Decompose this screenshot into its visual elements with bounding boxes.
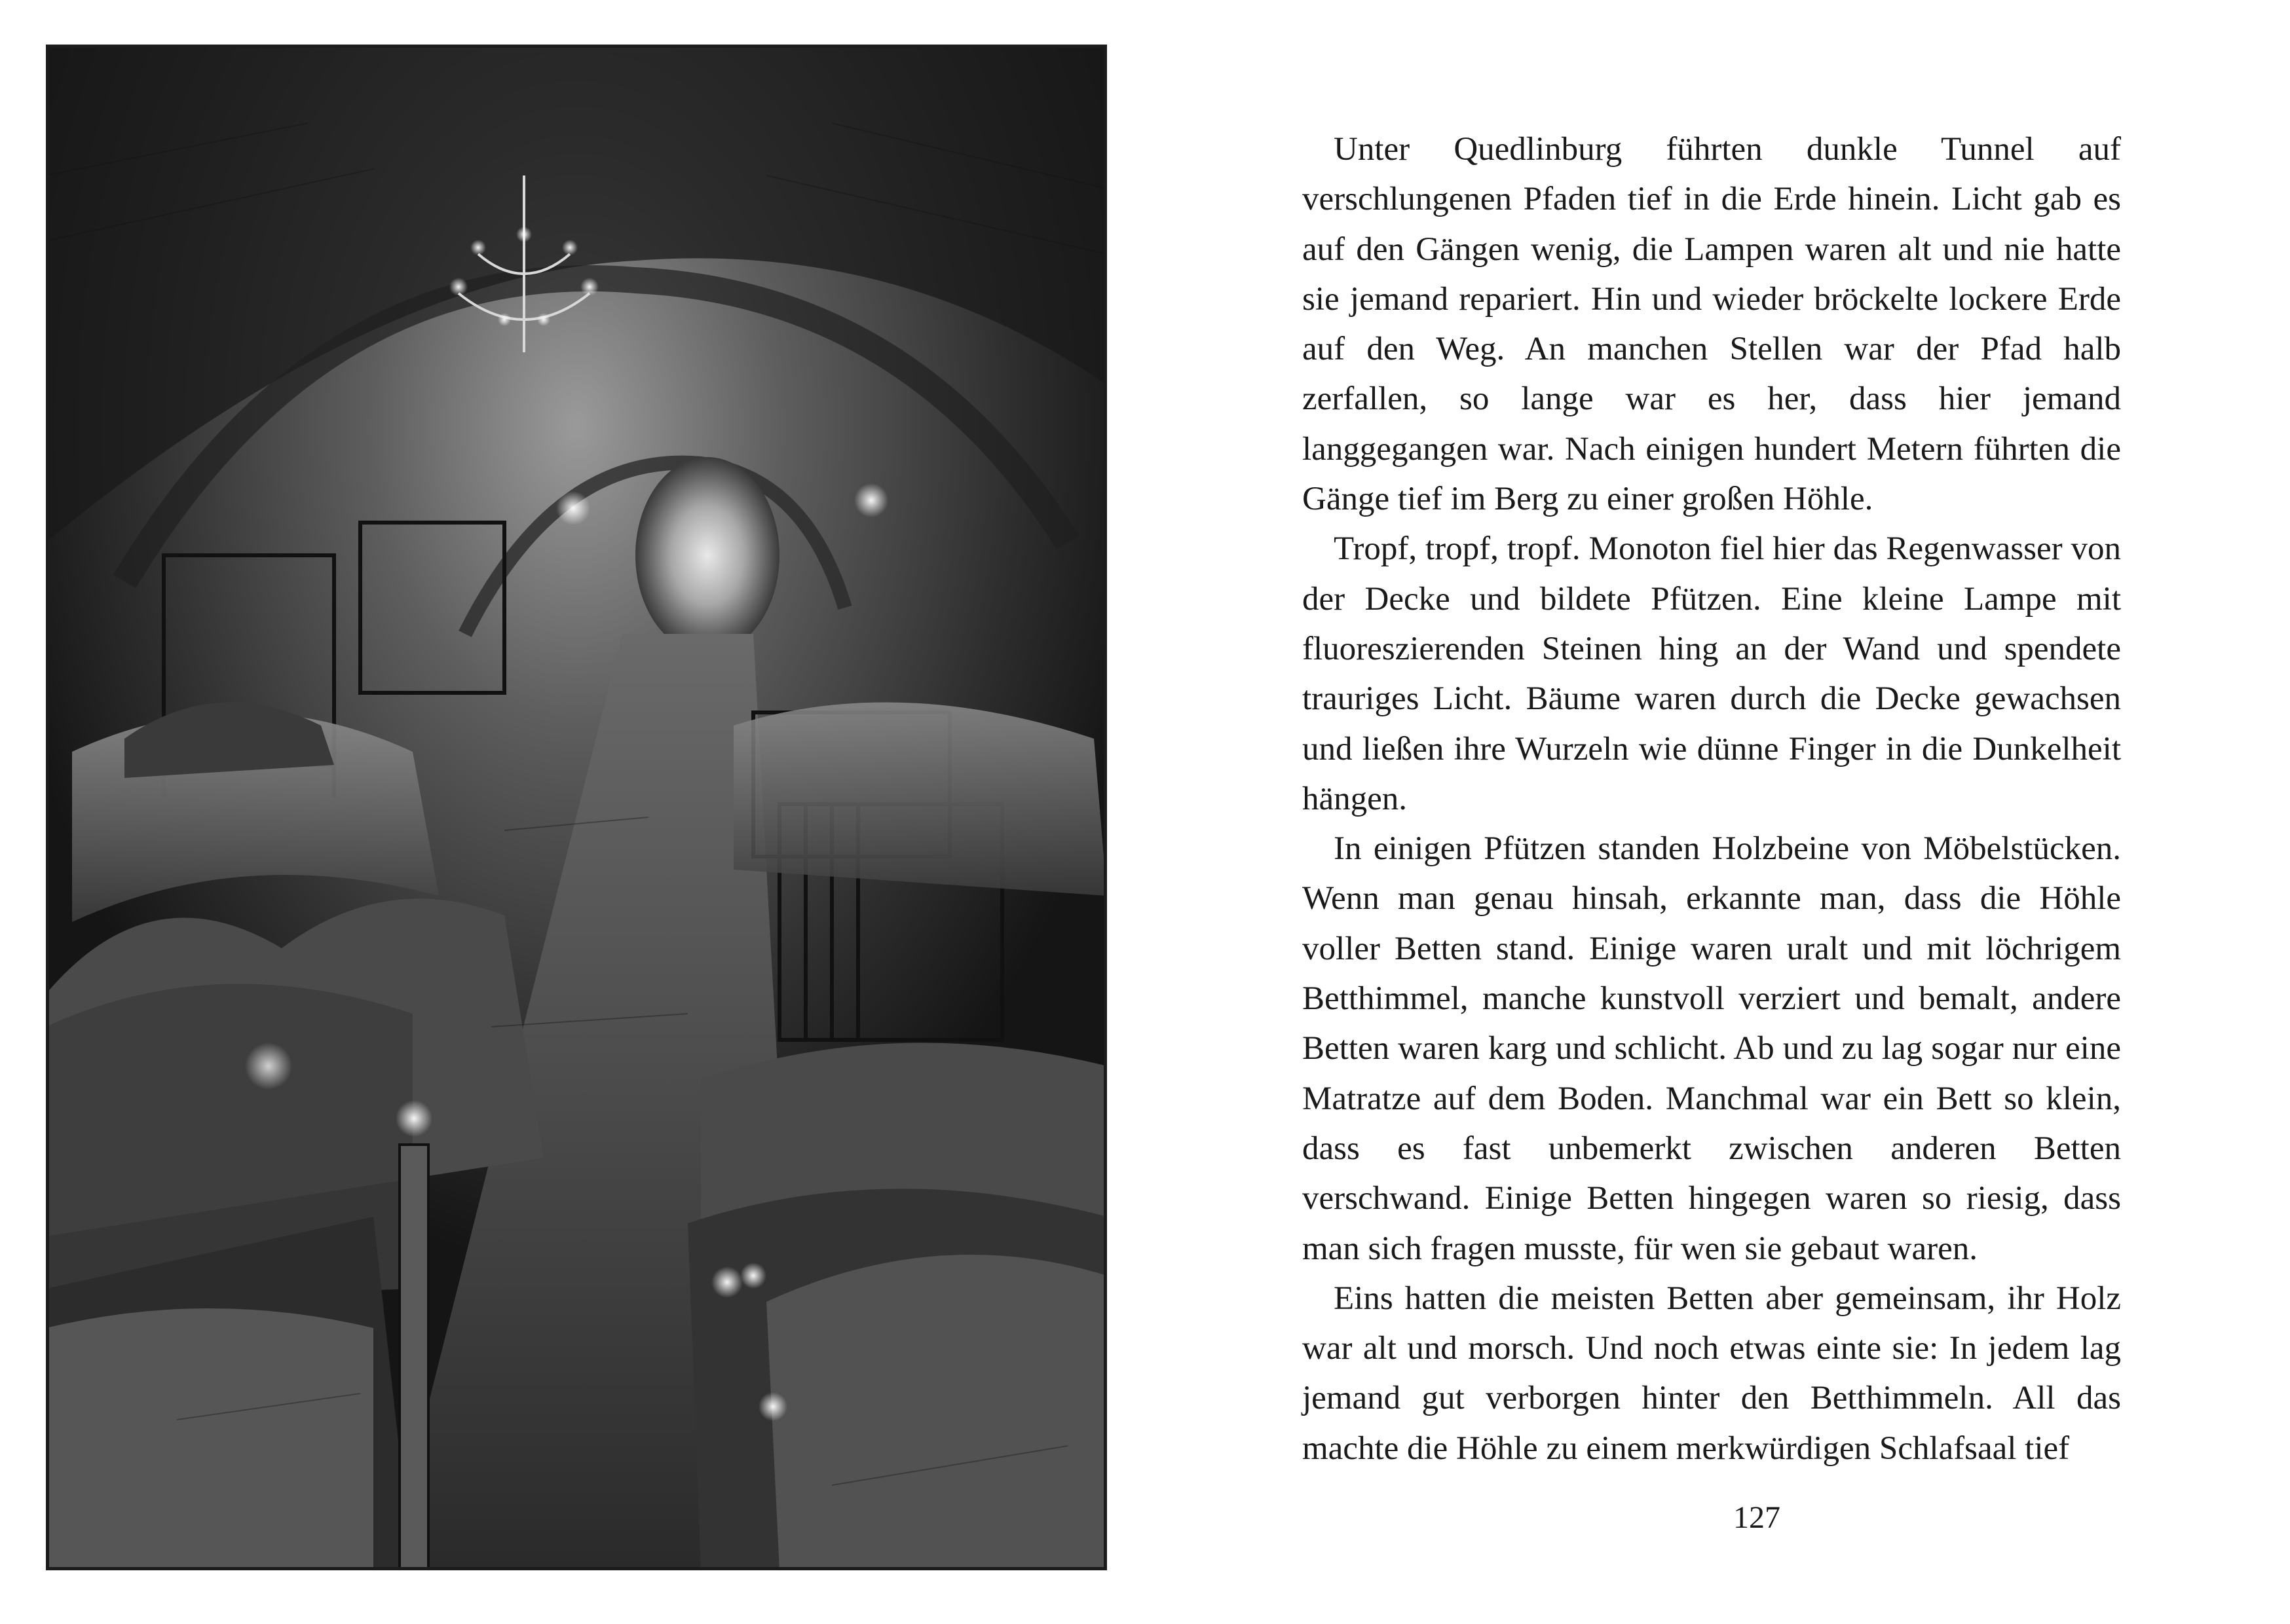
paragraph-2: Tropf, tropf, tropf. Monoton fiel hier das Regenwasser von der Decke und bildete Pfützen. Eine kleine Lampe mit fluoreszierenden Steinen hing an der Wand und spendete trauriges Licht. Bäume waren durch die Decke gewachsen und ließen ihre Wurzeln wie dünne Finger in die Dunkelheit hängen. xyxy=(1302,530,2121,817)
page-number: 127 xyxy=(1733,1500,1780,1535)
cave-dormitory-illustration xyxy=(46,45,1107,1570)
paragraph-3: In einigen Pfützen standen Holzbeine von Möbelstücken. Wenn man genau hinsah, erkannte man, dass die Höhle voller Betten stand. Einige waren uralt und mit löchrigem Betthimmel, manche kunstvoll verziert und bemalt, andere Betten waren karg und schlicht. Ab und zu lag sogar nur eine Matratze auf dem Boden. Manchmal war ein Bett so klein, dass es fast unbemerkt zwischen anderen Betten verschwand. Einige Betten hingegen waren so riesig, dass man sich fragen musste, für wen sie gebaut waren. xyxy=(1302,830,2121,1267)
paragraph-1: Unter Quedlinburg führten dunkle Tunnel auf verschlungenen Pfaden tief in die Erde hinein. Licht gab es auf den Gängen wenig, die Lampen waren alt und nie hatte sie jemand repariert. Hin und wieder bröckelte lockere Erde auf den Weg. An manchen Stellen war der Pfad halb zerfallen, so lange war es her, dass hier jemand langgegangen war. Nach einigen hundert Metern führten die Gänge tief im Berg zu einer großen Höhle. xyxy=(1302,131,2121,518)
paragraph-4: Eins hatten die meisten Betten aber gemeinsam, ihr Holz war alt und morsch. Und noch etwas einte sie: In jedem lag jemand gut verborgen hinter den Betthimmeln. All das machte die Höhle zu einem merkwürdigen Schlafsaal tief xyxy=(1302,1280,2121,1467)
right-page xyxy=(1145,0,2290,1624)
body-text xyxy=(1302,124,2121,1473)
